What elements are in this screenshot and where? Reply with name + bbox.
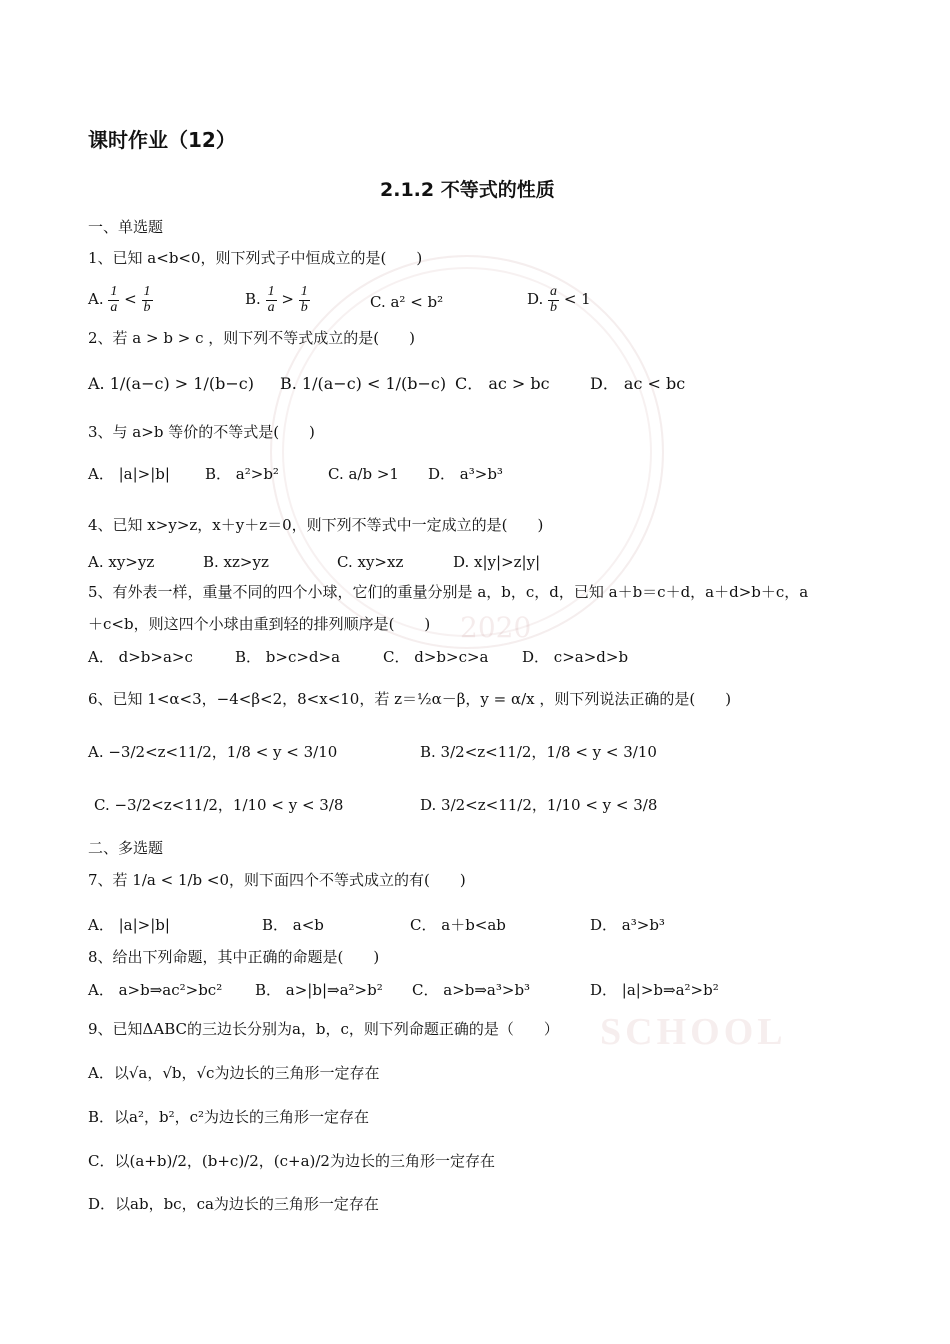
q8-stem: 8、给出下列命题，其中正确的命题是( ) [88,948,380,966]
q9-option-c[interactable]: C．以(a+b)/2，(b+c)/2，(c+a)/2为边长的三角形一定存在 [88,1152,495,1170]
q3-option-a[interactable]: A． |a|>|b| [88,465,170,483]
section-subtitle: 2.1.2 不等式的性质 [380,179,555,201]
q2-option-b[interactable]: B. 1/(a−c) < 1/(b−c) [280,374,447,393]
q5-stem-line1: 5、有外表一样，重量不同的四个小球，它们的重量分别是 a，b，c，d，已知 a＋b＝c＋d，a＋d>b＋c，a [88,583,809,601]
q3-option-c[interactable]: C. a/b >1 [328,465,399,483]
q7-option-b[interactable]: B． a<b [262,916,324,934]
q3-option-d[interactable]: D． a³>b³ [428,465,503,483]
q4-option-b[interactable]: B. xz>yz [203,553,269,571]
q1-b-label: B. [245,290,261,309]
q4-option-c[interactable]: C. xy>xz [337,553,404,571]
q1-option-d[interactable]: D. $\frac{a}{b}$ < 1 [527,284,591,315]
q3-option-b[interactable]: B． a²>b² [205,465,279,483]
q2-option-c[interactable]: C． ac > bc [455,374,550,393]
q1-option-c[interactable]: C. a² < b² [370,293,444,311]
q8-option-d[interactable]: D． |a|>b⇒a²>b² [590,981,719,999]
q1-b-frac2: $\frac{1}{b}$ [300,284,308,315]
q5-option-b[interactable]: B． b>c>d>a [235,648,341,666]
q4-stem: 4、已知 x>y>z，x＋y＋z＝0，则下列不等式中一定成立的是( ) [88,516,544,534]
q1-b-frac1: $\frac{1}{a}$ [267,284,275,315]
q7-option-d[interactable]: D． a³>b³ [590,916,665,934]
q3-stem: 3、与 a>b 等价的不等式是( ) [88,423,315,441]
q8-option-c[interactable]: C． a>b⇒a³>b³ [412,981,531,999]
q4-option-a[interactable]: A. xy>yz [88,553,155,571]
q6-option-d[interactable]: D. 3/2<z<11/2，1/10 < y < 3/8 [420,796,658,814]
q9-option-a[interactable]: A．以√a，√b，√c为边长的三角形一定存在 [88,1064,380,1082]
q1-option-a[interactable]: A. $\frac{1}{a}$ < $\frac{1}{b}$ [88,284,151,315]
q2-stem: 2、若 a > b > c ，则下列不等式成立的是( ) [88,329,415,347]
q1-a-frac1: $\frac{1}{a}$ [110,284,118,315]
q1-d-frac: $\frac{a}{b}$ [550,284,558,315]
q1-d-label: D. [527,290,544,309]
q6-option-b[interactable]: B. 3/2<z<11/2，1/8 < y < 3/10 [420,743,657,761]
q2-option-a[interactable]: A. 1/(a−c) > 1/(b−c) [88,374,254,393]
q1-stem: 1、已知 a<b<0，则下列式子中恒成立的是( ) [88,249,423,267]
section-multi-choice: 二、多选题 [88,839,164,857]
watermark-year: 2020 [460,611,532,644]
q8-option-a[interactable]: A． a>b⇒ac²>bc² [88,981,223,999]
q6-option-c[interactable]: C. −3/2<z<11/2，1/10 < y < 3/8 [94,796,344,814]
page-title: 课时作业（12） [88,128,236,152]
q1-a-label: A. [88,290,104,309]
q2-option-d[interactable]: D． ac < bc [590,374,686,393]
q1-option-b[interactable]: B. $\frac{1}{a}$ > $\frac{1}{b}$ [245,284,308,315]
q8-option-b[interactable]: B． a>|b|⇒a²>b² [255,981,383,999]
q5-option-a[interactable]: A． d>b>a>c [88,648,193,666]
q4-option-d[interactable]: D. x|y|>z|y| [453,553,541,571]
q6-option-a[interactable]: A. −3/2<z<11/2，1/8 < y < 3/10 [88,743,338,761]
q6-stem: 6、已知 1<α<3，−4<β<2，8<x<10，若 z＝½α－β，y = α/x ，则下列说法正确的是( ) [88,690,732,708]
q7-stem: 7、若 1/a < 1/b <0，则下面四个不等式成立的有( ) [88,871,466,889]
q5-option-c[interactable]: C． d>b>c>a [383,648,489,666]
q5-option-d[interactable]: D． c>a>d>b [522,648,629,666]
q7-option-a[interactable]: A． |a|>|b| [88,916,170,934]
watermark-school: SCHOOL [600,1011,787,1053]
q5-stem-line2: ＋c<b，则这四个小球由重到轻的排列顺序是( ) [88,615,431,633]
q1-a-frac2: $\frac{1}{b}$ [143,284,151,315]
q9-option-b[interactable]: B．以a²，b²，c²为边长的三角形一定存在 [88,1108,370,1126]
q9-stem: 9、已知ΔABC的三边长分别为a，b，c，则下列命题正确的是（ ） [88,1020,559,1038]
q7-option-c[interactable]: C． a＋b<ab [410,916,506,934]
section-single-choice: 一、单选题 [88,218,164,236]
q9-option-d[interactable]: D．以ab，bc，ca为边长的三角形一定存在 [88,1195,379,1213]
